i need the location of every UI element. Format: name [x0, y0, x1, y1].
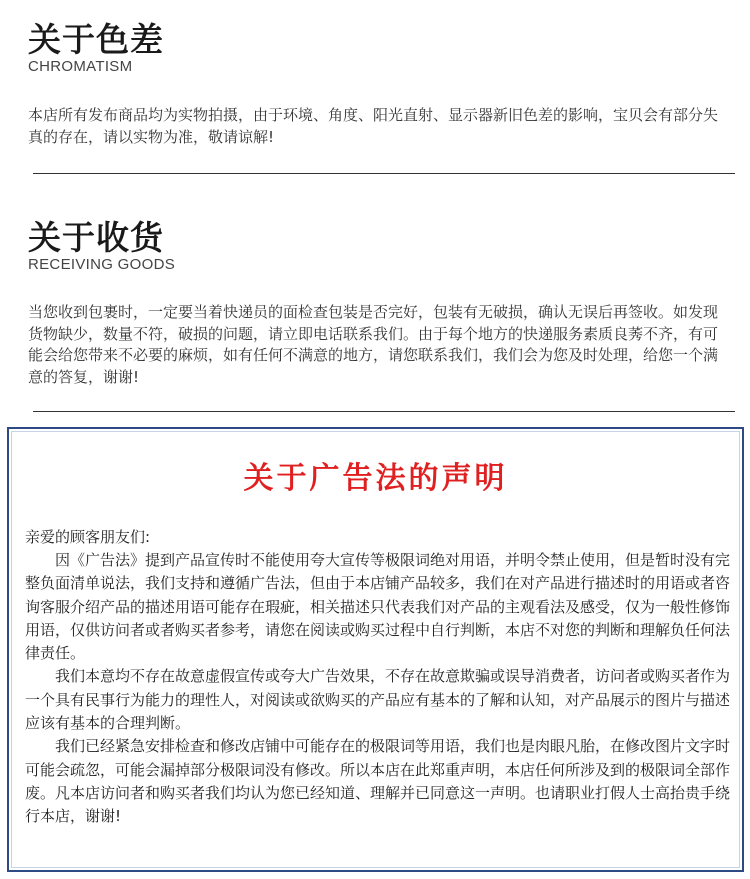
ad-law-notice-box — [7, 427, 744, 872]
notice-paragraph: 我们已经紧急安排检查和修改店铺中可能存在的极限词等用语，我们也是肉眼凡胎，在修改图片文字时可能会疏忽，可能会漏掉部分极限词没有修改。所以本店在此郑重声明，本店任何所涉及到的极限词全部作废。凡本店访问者和购买者我们均认为您已经知道、理解并已同意这一声明。也请职业打假人士高抬贵手绕行本店，谢谢! — [25, 737, 731, 826]
receiving-body: 当您收到包裹时，一定要当着快递员的面检查包装是否完好，包装有无破损，确认无误后再签收。如发现货物缺少，数量不符，破损的问题，请立即电话联系我们。由于每个地方的快递服务素质良莠不齐，有可能会给您带来不必要的麻烦，如有任何不满意的地方，请您联系我们，我们会为您及时处理，给您一个满意的答复，谢谢! — [28, 303, 719, 386]
section-divider — [33, 411, 735, 412]
notice-title: 关于广告法的声明 — [243, 461, 508, 496]
chromatism-body: 本店所有发布商品均为实物拍摄，由于环境、角度、阳光直射、显示器新旧色差的影响，宝贝会有部分失真的存在，请以实物为准，敬请谅解! — [28, 106, 719, 146]
notice-paragraph: 因《广告法》提到产品宣传时不能使用夸大宣传等极限词绝对用语，并明令禁止使用，但是暂时没有完整负面清单说法，我们支持和遵循广告法，但由于本店铺产品较多，我们在对产品进行描述时的用语或者咨询客服介绍产品的描述用语可能存在瑕疵，相关描述只代表我们对产品的主观看法及感受，仅为一般性修饰用语，仅供访问者或者购买者参考，请您在阅读或购买过程中自行判断，本店不对您的判断和理解负任何法律责任。 — [25, 551, 731, 663]
receiving-title: 关于收货 — [28, 218, 164, 257]
chromatism-subtitle: CHROMATISM — [28, 58, 133, 75]
receiving-subtitle: RECEIVING GOODS — [28, 256, 176, 273]
notice-paragraph: 我们本意均不存在故意虚假宣传或夸大广告效果，不存在故意欺骗或误导消费者，访问者或购买者作为一个具有民事行为能力的理性人，对阅读或欲购买的产品应有基本的了解和认知，对产品展示的图片与描述应该有基本的合理判断。 — [25, 667, 731, 733]
notice-paragraphs — [25, 549, 730, 829]
chromatism-title: 关于色差 — [28, 20, 164, 59]
notice-greeting: 亲爱的顾客朋友们: — [25, 528, 151, 546]
section-divider — [33, 173, 735, 174]
